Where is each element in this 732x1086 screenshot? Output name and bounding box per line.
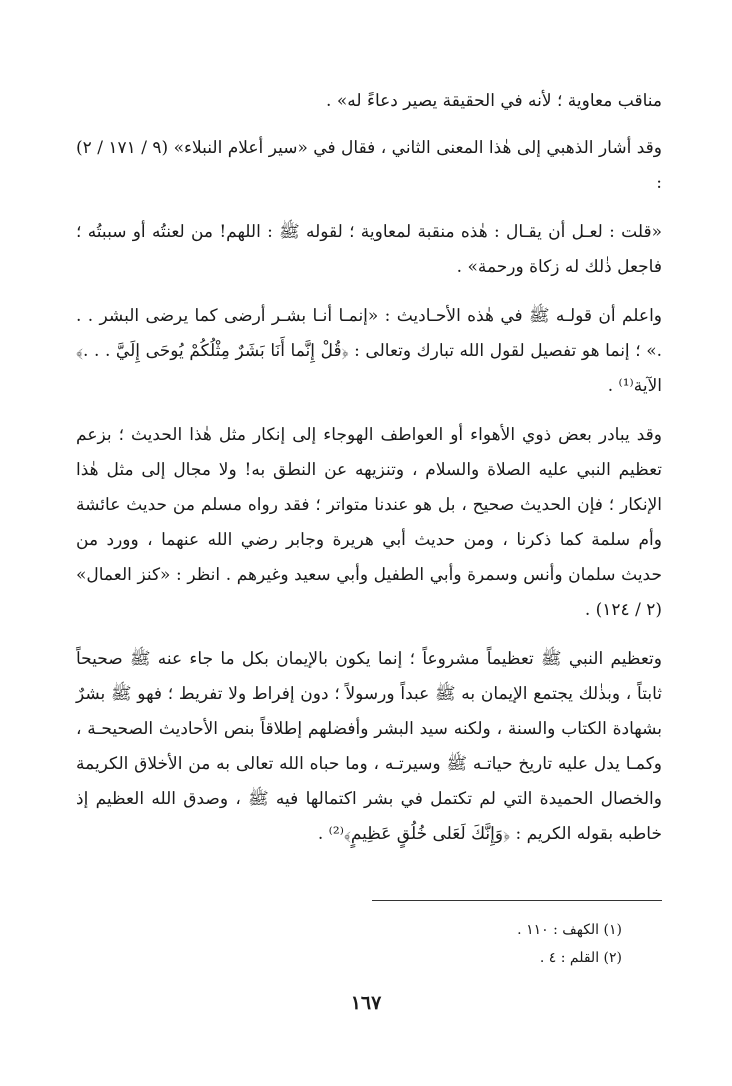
page-number: ١٦٧ [350,992,382,1014]
quote-paragraph: «قلت : لعـل أن يقـال : هٰذه منقبة لمعاوية ؛ لقوله ﷺ : اللهم! من لعنتُه أو سببتُه ؛ فاجعل ذٰلك له زكاة ورحمة» . [76,222,662,277]
paragraph: وقد أشار الذهبي إلى هٰذا المعنى الثاني ، فقال في «سير أعلام النبلاء» (٩ / ١٧١ / ٢) : [76,138,662,193]
footnote-divider [372,900,662,901]
paragraph: مناقب معاوية ؛ لأنه في الحقيقة يصير دعاءً له» . [326,91,662,111]
paragraph: وتعظيم النبي ﷺ تعظيماً مشروعاً ؛ إنما يكون بالإيمان بكل ما جاء عنه ﷺ صحيحاً ثابتاً ، وبذٰلك يجتمع الإيمان به ﷺ عبداً ورسولاً ؛ دون إفراط ولا تفريط ؛ فهو ﷺ بشرٌ بشهادة الكتاب والسنة ، ولكنه سيد البشر وأفضلهم إطلاقاً بنص الأحاديث الصحيحـة ، وكمـا يدل عليه تاريخ حياتـه ﷺ وسيرتـه ، وما حباه الله تعالى به من الأخلاق الكريمة والخصال الحميدة التي لم تكتمل في بشر اكتمالها فيه ﷺ ، وصدق الله العظيم إذ خاطبه بقوله الكريم : ﴿وَإِنَّكَ لَعَلى خُلُقٍ عَظِيمٍ﴾⁽²⁾ . [76,649,662,844]
footnote: (٢) القلم : ٤ . [539,950,622,966]
paragraph: واعلم أن قولـه ﷺ في هٰذه الأحـاديث : «إنمـا أنـا بشـر أرضى كما يرضى البشر . . .» ؛ إنما هو تفصيل لقول الله تبارك وتعالى : ﴿قُلْ إِنَّما أَنَا بَشَرٌ مِثْلُكُمْ يُوحَى إِلَيَّ . . .﴾ الآية⁽¹⁾ . [76,306,663,396]
footnote: (١) الكهف : ١١٠ . [517,922,622,938]
footnotes [76,916,636,972]
paragraph: وقد يبادر بعض ذوي الأهواء أو العواطف الهوجاء إلى إنكار مثل هٰذا الحديث ؛ بزعم تعظيم النبي عليه الصلاة والسلام ، وتنزيهه عن النطق به! ولا مجال إلى مثل هٰذا الإنكار ؛ فإن الحديث صحيح ، بل هو عندنا متواتر ؛ فقد رواه مسلم من حديث عائشة وأم سلمة كما ذكرنا ، ومن حديث أبي هريرة وجابر رضي الله عنهما ، وورد من حديث سلمان وأنس وسمرة وأبي الطفيل وأبي سعيد وغيرهم . انظر : «كنز العمال» (٢ / ١٢٤) . [76,425,662,620]
main-text [76,84,662,866]
